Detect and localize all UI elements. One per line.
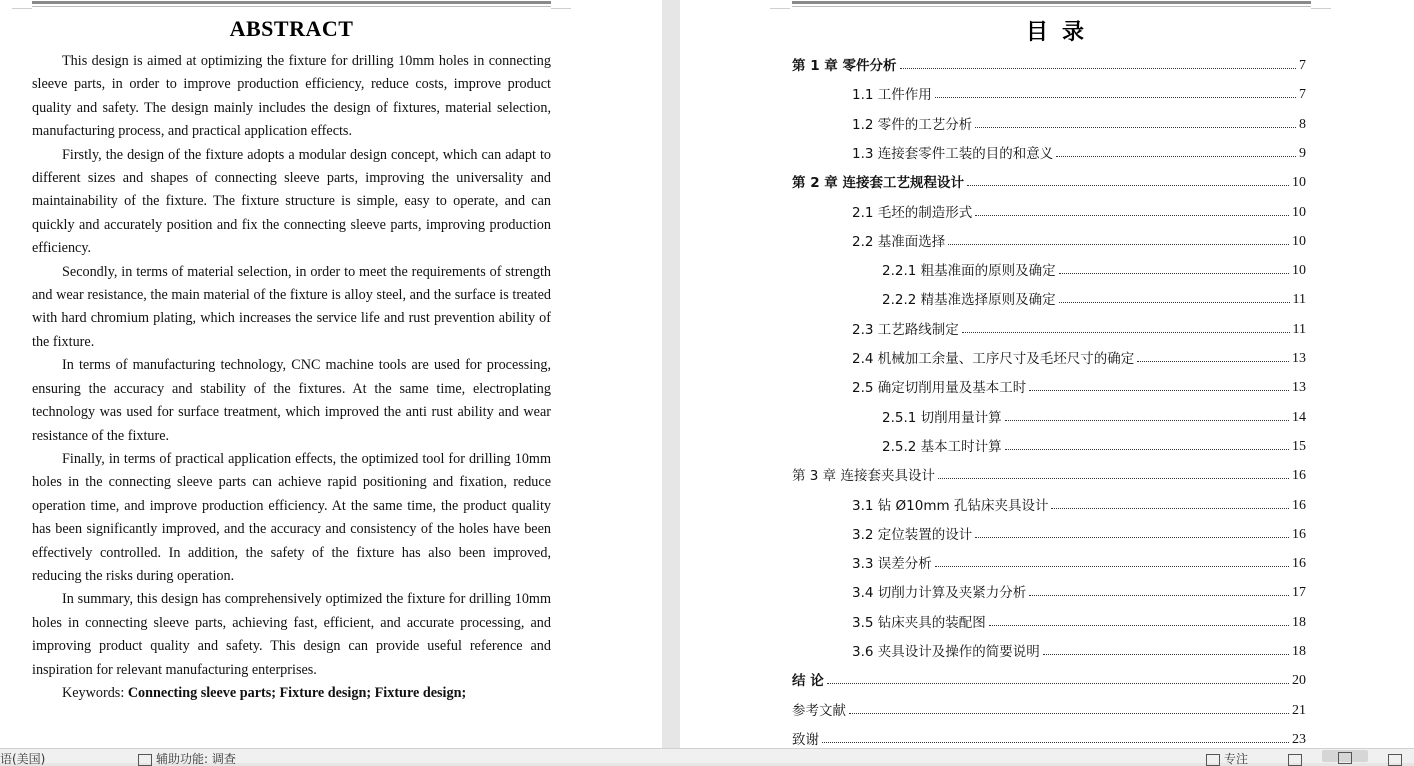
status-bar xyxy=(0,748,1414,766)
toc-entry[interactable] xyxy=(852,316,1306,338)
toc-leader-dots xyxy=(975,126,1296,128)
toc-entry[interactable] xyxy=(852,374,1306,396)
language-status[interactable]: 语(美国) xyxy=(0,752,46,766)
toc-entry[interactable] xyxy=(792,52,1306,74)
toc-entry-title: 3.1 钻 Ø10mm 孔钻床夹具设计 xyxy=(852,498,1049,514)
toc-entry-title: 致谢 xyxy=(792,732,819,748)
margin-marker-right xyxy=(551,0,571,9)
accessibility-label: 辅助功能: 调查 xyxy=(156,752,236,766)
abstract-paragraph: Secondly, in terms of material selection, in order to meet the requirements of strength and wear resistance, the main material of the fixture is alloy steel, and the surface is treated with hard chromium plating, which increases the service life and rust prevention ability of the fixture. xyxy=(32,263,551,350)
toc-entry[interactable] xyxy=(852,345,1306,367)
abstract-title: ABSTRACT xyxy=(229,16,354,41)
toc-leader-dots xyxy=(1043,653,1289,655)
toc-entry-title: 参考文献 xyxy=(792,703,846,719)
toc-entry-title: 2.5.2 基本工时计算 xyxy=(882,439,1002,455)
toc-leader-dots xyxy=(935,96,1296,98)
toc-entry-title: 1.3 连接套零件工装的目的和意义 xyxy=(852,146,1054,162)
abstract-paragraph: This design is aimed at optimizing the fixture for drilling 10mm holes in connecting sleeve parts, in order to improve production efficiency, reduce costs, improve product quality and safety. The design mainly includes the design of fixtures, material selection, manufacturing process, and practical application effects. xyxy=(32,53,551,140)
toc-leader-dots xyxy=(975,214,1289,216)
toc-entry-title: 2.3 工艺路线制定 xyxy=(852,322,959,338)
toc-leader-dots xyxy=(1029,594,1289,596)
toc-leader-dots xyxy=(1059,301,1290,303)
toc-page xyxy=(680,0,1414,748)
accessibility-status[interactable] xyxy=(138,752,236,766)
toc-entry-title: 2.2.1 粗基准面的原则及确定 xyxy=(882,263,1056,279)
toc-leader-dots xyxy=(822,741,1289,743)
toc-leader-dots xyxy=(938,477,1289,479)
toc-leader-dots xyxy=(900,67,1297,69)
toc-entry-page: 10 xyxy=(1292,263,1306,278)
toc-leader-dots xyxy=(1005,448,1289,450)
abstract-body[interactable] xyxy=(32,50,551,705)
toc-entry[interactable] xyxy=(882,257,1306,279)
toc-entry[interactable] xyxy=(852,638,1306,660)
toc-entry[interactable] xyxy=(852,579,1306,601)
toc-leader-dots xyxy=(849,712,1289,714)
toc-entry-title: 2.1 毛坯的制造形式 xyxy=(852,205,973,221)
toc-leader-dots xyxy=(1056,155,1296,157)
toc-entry[interactable] xyxy=(852,111,1306,133)
abstract-paragraph: In summary, this design has comprehensively optimized the fixture for drilling 10mm holes in connecting sleeve parts, achieving fast, efficient, and accurate processing, and improving product quality and safety. This design can provide useful reference and inspiration for relevant manufacturing enterprises. xyxy=(32,591,551,678)
toc-entry-page: 16 xyxy=(1292,468,1306,483)
toc-entry-title: 2.4 机械加工余量、工序尺寸及毛坯尺寸的确定 xyxy=(852,351,1135,367)
toc-entry-title: 2.5 确定切削用量及基本工时 xyxy=(852,380,1027,396)
toc-entry-page: 17 xyxy=(1292,585,1306,600)
toc-entry-title: 2.5.1 切削用量计算 xyxy=(882,410,1002,426)
toc-entry-page: 13 xyxy=(1292,351,1306,366)
table-of-contents xyxy=(680,0,1414,748)
abstract-paragraph: Firstly, the design of the fixture adopts a modular design concept, which can adapt to different sizes and shapes of connecting sleeve parts, improving the universality and maintainability of the fixture. The fixture structure is simple, easy to operate, and can quickly and accurately position and fix the connecting sleeve parts, improving production efficiency. xyxy=(32,146,551,257)
toc-leader-dots xyxy=(989,624,1289,626)
toc-entry[interactable] xyxy=(852,609,1306,631)
toc-entry-page: 10 xyxy=(1292,175,1306,190)
toc-entry-page: 14 xyxy=(1292,410,1306,425)
read-mode-button[interactable] xyxy=(1288,752,1306,766)
toc-entry[interactable] xyxy=(792,667,1306,689)
toc-entry-page: 11 xyxy=(1292,322,1306,337)
toc-entry-title: 3.5 钻床夹具的装配图 xyxy=(852,615,986,631)
toc-entry-page: 13 xyxy=(1292,380,1306,395)
toc-entry[interactable] xyxy=(852,228,1306,250)
keywords-label: Keywords: xyxy=(62,684,128,701)
toc-entry[interactable] xyxy=(852,140,1306,162)
toc-entry[interactable] xyxy=(852,550,1306,572)
toc-entry-page: 16 xyxy=(1292,556,1306,571)
toc-entry[interactable] xyxy=(792,697,1306,719)
margin-marker-left xyxy=(12,0,32,9)
toc-entry-title: 2.2 基准面选择 xyxy=(852,234,946,250)
toc-entry-title: 1.2 零件的工艺分析 xyxy=(852,117,973,133)
toc-entry-page: 18 xyxy=(1292,644,1306,659)
toc-entry-page: 9 xyxy=(1299,146,1306,161)
accessibility-icon xyxy=(138,754,152,766)
toc-title: 目录 xyxy=(1025,20,1098,45)
toc-entry-page: 7 xyxy=(1299,58,1306,73)
toc-entry[interactable] xyxy=(882,433,1306,455)
toc-entry[interactable] xyxy=(852,199,1306,221)
toc-leader-dots xyxy=(1005,419,1289,421)
toc-entry-page: 18 xyxy=(1292,615,1306,630)
keywords-value: Connecting sleeve parts; Fixture design; Fixture design; xyxy=(127,684,467,701)
toc-entry-page: 11 xyxy=(1292,292,1306,307)
toc-entry[interactable] xyxy=(852,521,1306,543)
toc-entry[interactable] xyxy=(882,286,1306,308)
toc-entry-page: 16 xyxy=(1292,498,1306,513)
toc-entry-page: 8 xyxy=(1299,117,1306,132)
toc-leader-dots xyxy=(1137,360,1289,362)
toc-entry-title: 1.1 工件作用 xyxy=(852,87,932,103)
toc-leader-dots xyxy=(967,184,1289,186)
toc-entry[interactable] xyxy=(852,492,1306,514)
toc-entry-page: 23 xyxy=(1292,732,1306,747)
page-top-border xyxy=(32,0,551,8)
toc-entry-page: 21 xyxy=(1292,703,1306,718)
toc-entry-page: 10 xyxy=(1292,234,1306,249)
toc-leader-dots xyxy=(1051,507,1289,509)
read-mode-icon xyxy=(1288,754,1302,766)
web-layout-button[interactable] xyxy=(1388,752,1406,766)
toc-entry-title: 3.4 切削力计算及夹紧力分析 xyxy=(852,585,1027,601)
abstract-page xyxy=(0,0,662,748)
toc-entry-title: 第 2 章 连接套工艺规程设计 xyxy=(792,175,964,191)
toc-leader-dots xyxy=(975,536,1289,538)
toc-entry-title: 第 1 章 零件分析 xyxy=(792,58,897,74)
toc-entry-title: 结 论 xyxy=(792,673,824,689)
toc-leader-dots xyxy=(962,331,1290,333)
web-layout-icon xyxy=(1388,754,1402,766)
toc-leader-dots xyxy=(1029,389,1289,391)
toc-entry[interactable] xyxy=(792,726,1306,748)
focus-icon xyxy=(1206,754,1220,766)
toc-leader-dots xyxy=(935,565,1289,567)
keywords-line xyxy=(32,682,551,705)
toc-leader-dots xyxy=(1059,272,1289,274)
toc-entry-page: 20 xyxy=(1292,673,1306,688)
toc-entry-page: 7 xyxy=(1299,87,1306,102)
toc-entry[interactable] xyxy=(882,404,1306,426)
toc-entry-title: 3.3 误差分析 xyxy=(852,556,932,572)
toc-entry-page: 15 xyxy=(1292,439,1306,454)
toc-entry-title: 2.2.2 精基准选择原则及确定 xyxy=(882,292,1056,308)
focus-mode-button[interactable] xyxy=(1206,752,1248,766)
print-layout-button[interactable] xyxy=(1322,750,1368,762)
toc-leader-dots xyxy=(948,243,1289,245)
toc-entry-title: 3.6 夹具设计及操作的简要说明 xyxy=(852,644,1040,660)
toc-entry[interactable] xyxy=(792,462,1306,484)
toc-entry-page: 16 xyxy=(1292,527,1306,542)
toc-entry-title: 3.2 定位装置的设计 xyxy=(852,527,973,543)
toc-entry-page: 10 xyxy=(1292,205,1306,220)
toc-entry[interactable] xyxy=(792,169,1306,191)
abstract-paragraph: In terms of manufacturing technology, CNC machine tools are used for processing, ensuring the accuracy and stability of the fixtures. At the same time, electroplating technology was used for surface treatment, which improved the anti rust ability and wear resistance of the fixture. xyxy=(32,357,551,444)
toc-leader-dots xyxy=(827,682,1289,684)
toc-entry[interactable] xyxy=(852,81,1306,103)
abstract-paragraph: Finally, in terms of practical application effects, the optimized tool for drilling 10mm holes in the connecting sleeve parts can achieve rapid positioning and fixation, reduce operation time, and improve production efficiency. At the same time, the product quality has been significantly improved, and the accuracy and consistency of the holes have been effectively controlled. In addition, the safety of the fixture has also been improved, reducing the risks during operation. xyxy=(32,450,551,584)
toc-entry-title: 第 3 章 连接套夹具设计 xyxy=(792,468,935,484)
focus-label: 专注 xyxy=(1224,752,1249,766)
